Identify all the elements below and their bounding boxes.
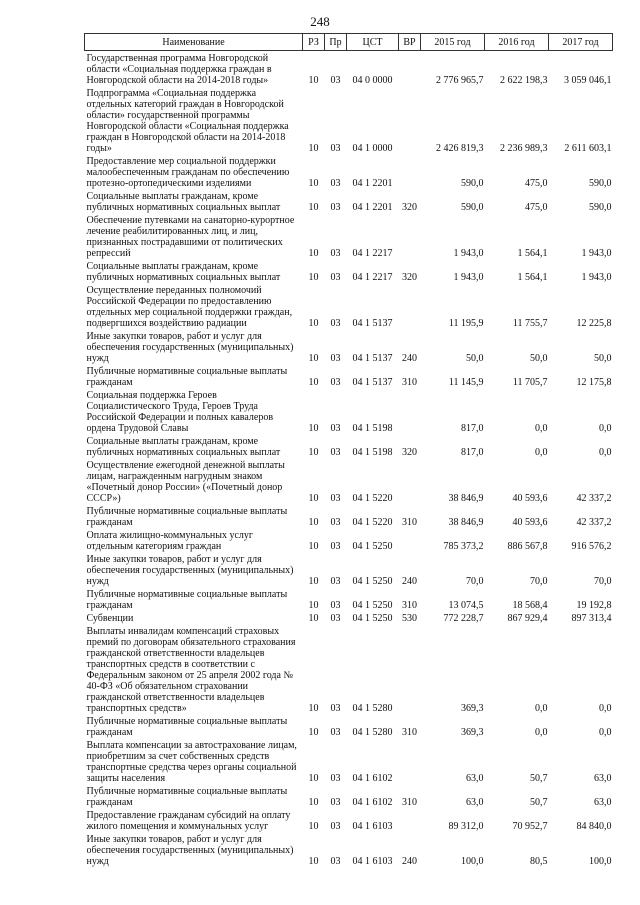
header-pr: Пр (325, 34, 347, 51)
table-body (85, 51, 613, 868)
row-vr: 310 (402, 600, 417, 611)
row-2017: 19 192,8 (576, 600, 612, 611)
row-2016: 70 952,7 (512, 821, 548, 832)
row-2015: 1 943,0 (453, 272, 484, 283)
row-vr: 240 (402, 576, 417, 587)
row-2017: 916 576,2 (571, 541, 612, 552)
row-name: Выплаты инвалидам компенсаций страховых премий по договорам обязательного страхования гражданской ответственности владельцев транспортных средств в соответствии с Федеральным законом от 25 апреля 2002 года № 40-ФЗ «Об обязательном страховании гражданской ответственности владельцев транспортных средств» (86, 626, 296, 714)
row-pr: 03 (330, 797, 341, 808)
row-2016: 2 236 989,3 (500, 143, 548, 154)
row-2016: 50,7 (530, 773, 548, 784)
row-2017: 0,0 (599, 727, 612, 738)
table-row (85, 624, 613, 714)
header-2017: 2017 год (549, 34, 613, 51)
table-row (85, 458, 613, 504)
row-vr (399, 51, 421, 87)
row-cst: 04 1 5250 (352, 613, 393, 624)
row-pr: 03 (330, 318, 341, 329)
row-vr (399, 86, 421, 154)
row-2017: 3 059 046,1 (564, 75, 612, 86)
row-2015: 63,0 (466, 797, 484, 808)
row-cst: 04 1 6102 (352, 773, 393, 784)
row-name: Субвенции (86, 613, 134, 624)
table-row (85, 213, 613, 259)
row-pr: 03 (330, 613, 341, 624)
row-pr: 03 (330, 703, 341, 714)
row-pr: 03 (330, 821, 341, 832)
row-2017: 1 943,0 (581, 272, 612, 283)
row-vr: 320 (402, 202, 417, 213)
row-2016: 886 567,8 (507, 541, 548, 552)
row-name: Осуществление ежегодной денежной выплаты лицам, награжденным нагрудным знаком «Почетный донор России» («Почетный донор СССР») (86, 460, 285, 504)
row-2015: 38 846,9 (448, 517, 484, 528)
row-2016: 50,0 (530, 353, 548, 364)
row-vr: 310 (402, 377, 417, 388)
row-cst: 04 1 5220 (352, 493, 393, 504)
row-pr: 03 (330, 272, 341, 283)
row-2016: 0,0 (535, 447, 548, 458)
row-2017: 100,0 (589, 856, 612, 867)
table-row (85, 738, 613, 784)
row-rz: 10 (308, 353, 319, 364)
table-row (85, 784, 613, 808)
row-2016: 867 929,4 (507, 613, 548, 624)
table-row (85, 364, 613, 388)
row-2016: 0,0 (535, 423, 548, 434)
table-row (85, 388, 613, 434)
budget-table (84, 33, 613, 867)
row-rz: 10 (308, 703, 319, 714)
row-name: Социальные выплаты гражданам, кроме публичных нормативных социальных выплат (86, 436, 281, 458)
row-name: Осуществление переданных полномочий Российской Федерации по предоставлению отдельных мер социальной поддержки граждан, подвергшихся воздействию радиации (86, 285, 293, 329)
row-2015: 590,0 (461, 202, 484, 213)
table-row (85, 434, 613, 458)
table-row (85, 528, 613, 552)
row-2016: 2 622 198,3 (500, 75, 548, 86)
row-name: Иные закупки товаров, работ и услуг для обеспечения государственных (муниципальных) нужд (86, 834, 294, 867)
row-vr: 240 (402, 856, 417, 867)
row-2017: 84 840,0 (576, 821, 612, 832)
row-rz: 10 (308, 613, 319, 624)
row-vr (399, 528, 421, 552)
row-2017: 12 175,8 (576, 377, 612, 388)
row-2017: 12 225,8 (576, 318, 612, 329)
row-cst: 04 1 5137 (352, 377, 393, 388)
row-2017: 42 337,2 (576, 493, 612, 504)
row-pr: 03 (330, 353, 341, 364)
row-rz: 10 (308, 248, 319, 259)
header-row (85, 34, 613, 51)
row-cst: 04 1 6103 (352, 821, 393, 832)
row-2017: 2 611 603,1 (564, 143, 612, 154)
row-2016: 18 568,4 (512, 600, 548, 611)
header-cst: ЦСТ (347, 34, 399, 51)
row-vr: 310 (402, 517, 417, 528)
row-rz: 10 (308, 447, 319, 458)
row-vr: 310 (402, 727, 417, 738)
table-row (85, 504, 613, 528)
row-2015: 38 846,9 (448, 493, 484, 504)
row-pr: 03 (330, 856, 341, 867)
row-rz: 10 (308, 75, 319, 86)
row-2015: 817,0 (461, 447, 484, 458)
row-vr: 320 (402, 447, 417, 458)
row-cst: 04 1 2201 (352, 202, 393, 213)
row-name: Публичные нормативные социальные выплаты гражданам (86, 589, 288, 611)
row-2015: 1 943,0 (453, 248, 484, 259)
row-name: Предоставление гражданам субсидий на оплату жилого помещения и коммунальных услуг (86, 810, 291, 832)
table-row (85, 832, 613, 867)
row-cst: 04 1 5220 (352, 517, 393, 528)
row-vr (399, 154, 421, 189)
row-rz: 10 (308, 856, 319, 867)
row-name: Социальная поддержка Героев Социалистического Труда, Героев Труда Российской Федерации и полных кавалеров ордена Трудовой Славы (86, 390, 274, 434)
table-header (85, 34, 613, 51)
row-2016: 1 564,1 (517, 248, 548, 259)
table-row (85, 154, 613, 189)
row-cst: 04 1 5137 (352, 318, 393, 329)
row-name: Публичные нормативные социальные выплаты гражданам (86, 716, 288, 738)
row-2017: 897 313,4 (571, 613, 612, 624)
row-name: Публичные нормативные социальные выплаты гражданам (86, 786, 288, 808)
row-name: Государственная программа Новгородской области «Социальная поддержка граждан в Новгородской области на 2014-2018 годы» (86, 53, 272, 86)
row-2015: 369,3 (461, 703, 484, 714)
header-2016: 2016 год (485, 34, 549, 51)
row-pr: 03 (330, 773, 341, 784)
row-vr (399, 388, 421, 434)
row-name: Оплата жилищно-коммунальных услуг отдельным категориям граждан (86, 530, 254, 552)
row-2016: 1 564,1 (517, 272, 548, 283)
row-2016: 40 593,6 (512, 517, 548, 528)
row-rz: 10 (308, 493, 319, 504)
row-pr: 03 (330, 143, 341, 154)
row-cst: 04 1 6103 (352, 856, 393, 867)
row-name: Подпрограмма «Социальная поддержка отдельных категорий граждан в Новгородской области» государственной программы Новгородской области «Социальная поддержка граждан в Новгородской области на 2014-2018 годы» (86, 88, 289, 154)
table-row (85, 189, 613, 213)
row-cst: 04 1 5137 (352, 353, 393, 364)
row-rz: 10 (308, 318, 319, 329)
row-2016: 40 593,6 (512, 493, 548, 504)
row-2015: 89 312,0 (448, 821, 484, 832)
table-row (85, 587, 613, 611)
row-2017: 590,0 (589, 178, 612, 189)
row-pr: 03 (330, 178, 341, 189)
table-row (85, 552, 613, 587)
row-pr: 03 (330, 202, 341, 213)
row-vr: 530 (402, 613, 417, 624)
row-cst: 04 1 0000 (352, 143, 393, 154)
row-rz: 10 (308, 600, 319, 611)
row-2016: 475,0 (525, 178, 548, 189)
row-rz: 10 (308, 576, 319, 587)
row-2017: 63,0 (594, 773, 612, 784)
row-cst: 04 1 5280 (352, 703, 393, 714)
table-row (85, 808, 613, 832)
row-pr: 03 (330, 75, 341, 86)
row-rz: 10 (308, 178, 319, 189)
row-name: Публичные нормативные социальные выплаты гражданам (86, 366, 288, 388)
row-name: Социальные выплаты гражданам, кроме публичных нормативных социальных выплат (86, 191, 281, 213)
row-pr: 03 (330, 517, 341, 528)
row-cst: 04 1 5250 (352, 541, 393, 552)
row-2017: 50,0 (594, 353, 612, 364)
row-pr: 03 (330, 248, 341, 259)
table-row (85, 86, 613, 154)
row-pr: 03 (330, 377, 341, 388)
page-number: 248 (310, 14, 330, 29)
row-name: Выплата компенсации за автострахование лицам, приобретшим за счет собственных средств транспортные средства через органы социальной защиты населения (86, 740, 297, 784)
row-vr: 320 (402, 272, 417, 283)
row-cst: 04 1 2201 (352, 178, 393, 189)
row-cst: 04 1 6102 (352, 797, 393, 808)
row-cst: 04 1 2217 (352, 248, 393, 259)
row-2017: 70,0 (594, 576, 612, 587)
row-cst: 04 1 5250 (352, 576, 393, 587)
row-name: Социальные выплаты гражданам, кроме публичных нормативных социальных выплат (86, 261, 281, 283)
row-cst: 04 1 5198 (352, 447, 393, 458)
row-2015: 817,0 (461, 423, 484, 434)
table-row (85, 329, 613, 364)
row-pr: 03 (330, 576, 341, 587)
row-rz: 10 (308, 821, 319, 832)
row-pr: 03 (330, 493, 341, 504)
table-row (85, 51, 613, 87)
row-rz: 10 (308, 541, 319, 552)
row-2015: 70,0 (466, 576, 484, 587)
row-2016: 11 705,7 (512, 377, 548, 388)
row-2015: 369,3 (461, 727, 484, 738)
row-2016: 11 755,7 (512, 318, 548, 329)
row-2015: 100,0 (461, 856, 484, 867)
row-pr: 03 (330, 447, 341, 458)
row-rz: 10 (308, 727, 319, 738)
row-cst: 04 1 5280 (352, 727, 393, 738)
table-row (85, 611, 613, 624)
header-name: Наименование (85, 34, 303, 51)
row-2015: 13 074,5 (448, 600, 484, 611)
header-2015: 2015 год (421, 34, 485, 51)
row-2016: 50,7 (530, 797, 548, 808)
row-pr: 03 (330, 541, 341, 552)
row-rz: 10 (308, 202, 319, 213)
row-rz: 10 (308, 423, 319, 434)
row-2016: 0,0 (535, 727, 548, 738)
row-rz: 10 (308, 517, 319, 528)
row-vr (399, 624, 421, 714)
row-rz: 10 (308, 272, 319, 283)
row-vr (399, 458, 421, 504)
row-2017: 590,0 (589, 202, 612, 213)
header-rz: РЗ (303, 34, 325, 51)
row-name: Предоставление мер социальной поддержки малообеспеченным гражданам по обеспечению протезно-ортопедическими изделиями (86, 156, 290, 189)
table-row (85, 283, 613, 329)
row-2016: 80,5 (530, 856, 548, 867)
row-vr: 310 (402, 797, 417, 808)
row-cst: 04 0 0000 (352, 75, 393, 86)
row-rz: 10 (308, 773, 319, 784)
row-cst: 04 1 5250 (352, 600, 393, 611)
row-vr: 240 (402, 353, 417, 364)
row-cst: 04 1 2217 (352, 272, 393, 283)
table-row (85, 259, 613, 283)
row-2015: 63,0 (466, 773, 484, 784)
row-2017: 0,0 (599, 703, 612, 714)
row-pr: 03 (330, 727, 341, 738)
row-vr (399, 283, 421, 329)
row-rz: 10 (308, 797, 319, 808)
table-row (85, 714, 613, 738)
row-2017: 0,0 (599, 423, 612, 434)
row-2015: 2 426 819,3 (436, 143, 484, 154)
row-vr (399, 738, 421, 784)
row-2017: 0,0 (599, 447, 612, 458)
row-2016: 70,0 (530, 576, 548, 587)
header-vr: ВР (399, 34, 421, 51)
row-2016: 475,0 (525, 202, 548, 213)
row-2015: 11 145,9 (448, 377, 484, 388)
row-2015: 590,0 (461, 178, 484, 189)
row-rz: 10 (308, 377, 319, 388)
row-pr: 03 (330, 423, 341, 434)
row-vr (399, 213, 421, 259)
row-2017: 63,0 (594, 797, 612, 808)
row-2015: 50,0 (466, 353, 484, 364)
row-2015: 11 195,9 (448, 318, 484, 329)
row-2015: 2 776 965,7 (436, 75, 484, 86)
row-2015: 772 228,7 (443, 613, 484, 624)
row-rz: 10 (308, 143, 319, 154)
row-vr (399, 808, 421, 832)
row-cst: 04 1 5198 (352, 423, 393, 434)
row-pr: 03 (330, 600, 341, 611)
row-name: Иные закупки товаров, работ и услуг для обеспечения государственных (муниципальных) нужд (86, 554, 294, 587)
row-2016: 0,0 (535, 703, 548, 714)
row-name: Иные закупки товаров, работ и услуг для обеспечения государственных (муниципальных) нужд (86, 331, 294, 364)
row-2017: 42 337,2 (576, 517, 612, 528)
row-2015: 785 373,2 (443, 541, 484, 552)
row-name: Обеспечение путевками на санаторно-курортное лечение реабилитированных лиц, и лиц, признанных пострадавшими от политических репрессий (86, 215, 295, 259)
row-name: Публичные нормативные социальные выплаты гражданам (86, 506, 288, 528)
row-2017: 1 943,0 (581, 248, 612, 259)
